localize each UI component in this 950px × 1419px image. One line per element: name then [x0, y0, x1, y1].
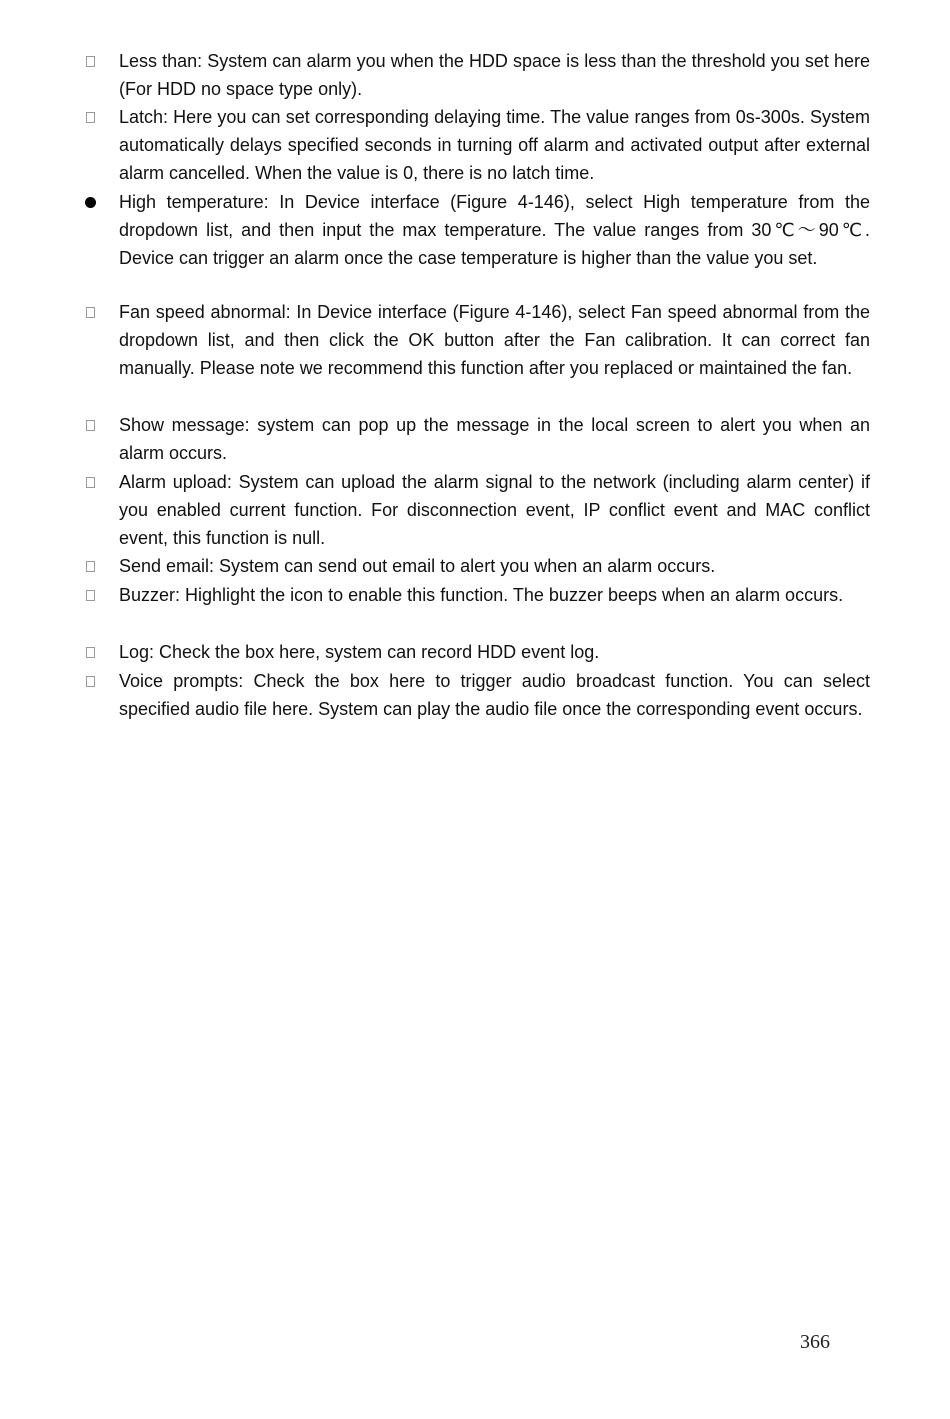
list-item-alarm-upload	[80, 468, 870, 552]
list-item-text: Voice prompts: Check the box here to trigger audio broadcast function. You can select specified audio file here. System can play the audio file once the corresponding event occurs.	[119, 671, 870, 719]
list-item-text: Alarm upload: System can upload the alarm signal to the network (including alarm center) if you enabled current function. For disconnection event, IP conflict event and MAC conflict event, this function is null.	[119, 472, 870, 548]
list-item-high-temperature	[80, 188, 870, 272]
checkbox-glyph-icon	[80, 552, 100, 580]
list-item-show-message	[80, 411, 870, 467]
list-item-fan-speed-abnormal	[80, 298, 870, 382]
checkbox-glyph-icon	[80, 47, 100, 75]
list-item-text: Show message: system can pop up the message in the local screen to alert you when an alarm occurs.	[119, 415, 870, 463]
list-item-text: Fan speed abnormal: In Device interface (Figure 4-146), select Fan speed abnormal from the dropdown list, and then click the OK button after the Fan calibration. It can correct fan manually. Please note we recommend this function after you replaced or maintained the fan.	[119, 302, 870, 378]
list-item-text: High temperature: In Device interface (Figure 4-146), select High temperature from the dropdown list, and then input the max temperature. The value ranges from 30℃～90℃. Device can trigger an alarm once the case temperature is higher than the value you set.	[119, 192, 870, 268]
list-item-voice-prompts	[80, 667, 870, 723]
list-item-less-than	[80, 47, 870, 103]
list-item-text: Latch: Here you can set corresponding delaying time. The value ranges from 0s-300s. System automatically delays specified seconds in turning off alarm and activated output after external alarm cancelled. When the value is 0, there is no latch time.	[119, 107, 870, 183]
checkbox-glyph-icon	[80, 581, 100, 609]
list-item-text: Send email: System can send out email to alert you when an alarm occurs.	[119, 556, 716, 576]
bullet-dot-icon	[80, 188, 100, 216]
list-item-send-email	[80, 552, 870, 580]
checkbox-glyph-icon	[80, 667, 100, 695]
list-item-text: Log: Check the box here, system can record HDD event log.	[119, 642, 600, 662]
checkbox-glyph-icon	[80, 298, 100, 326]
list-item-buzzer	[80, 581, 870, 609]
page-number: 366	[800, 1331, 830, 1353]
checkbox-glyph-icon	[80, 411, 100, 439]
checkbox-glyph-icon	[80, 468, 100, 496]
list-item-log	[80, 638, 870, 666]
list-item-latch	[80, 103, 870, 187]
list-item-text: Buzzer: Highlight the icon to enable this function. The buzzer beeps when an alarm occurs.	[119, 585, 844, 605]
checkbox-glyph-icon	[80, 103, 100, 131]
checkbox-glyph-icon	[80, 638, 100, 666]
list-item-text: Less than: System can alarm you when the HDD space is less than the threshold you set here (For HDD no space type only).	[119, 51, 870, 99]
